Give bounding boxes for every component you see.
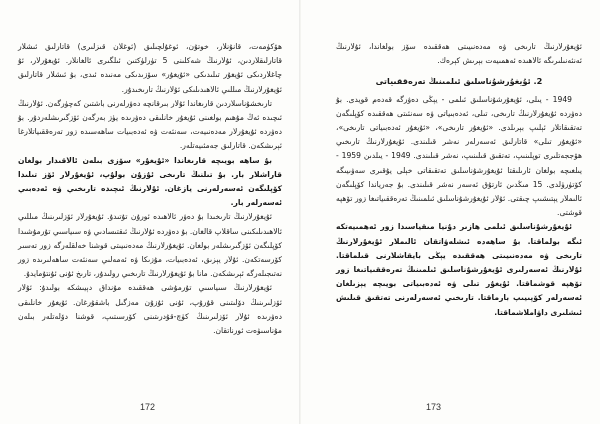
paragraph: تارىخشۇناسلاردىن قارىغاندا ئۇلار بىرقانچە دەۋرلەرنى باشتىن كەچۈرگەن. ئۇلارنىڭ ئىچىدە ئەڭ مۇھىم بولغىنى ئۇيغۇر خانلىقى دەۋرىدە يۈز بەرگەن ئۆزگىرىشلەردۇر. بۇ دەۋردە ئۇيغۇرلار مەدەنىيەت، سەنئەت ۋە ئەدەبىيات ساھەسىدە زور تەرەققىياتلارغا ئېرىشكەن. قاتارلىق جەمئىيەتلەر. — [18, 98, 282, 151]
right-page — [300, 0, 600, 424]
section-heading: 2. ئۇيغۇرشۇناسلىق ئىلمىنىڭ تەرەققىياتى — [375, 76, 543, 87]
page-number: 173 — [426, 402, 442, 412]
page-number: 172 — [140, 402, 156, 412]
paragraph: ئۇيغۇرلارنىڭ سىياسىي تۇرمۇشى ھەققىدە مۇنداق دېيىشكە بولىدۇ: ئۇلار ئۆزلىرىنىڭ دۆلىتىنى قۇرۇپ، ئۇنى ئۇزۇن مەزگىل باشقۇرغان. ئۇيغۇر خانلىقى دەۋرىدە ئۇلار ئۆزلىرىنىڭ كۈچ-قۇدرىتىنى كۆرسىتىپ، قوشنا دۆلەتلەر بىلەن مۇناسىۋەت ئورناتقان. — [18, 283, 282, 336]
paragraph: ئۇيغۇرلارنىڭ تارىخى ۋە مەدەنىيىتى ھەققىدە سۆز بولغاندا، ئۇلارنىڭ ئەنئەنىلىرىگە ئالاھىدە ئەھمىيەت بېرىش كېرەك. — [336, 42, 582, 66]
paragraph: ئۇيغۇرلارنىڭ تارىخىدا بۇ دەۋر ئالاھىدە ئورۇن تۇتىدۇ. ئۇيغۇرلار ئۆزلىرىنىڭ مىللىي ئالاھىدىلىكىنى ساقلاپ قالغان. بۇ دەۋردە ئۇلارنىڭ ئىقتىسادىي ۋە سىياسىي تۇرمۇشىدا كۆپلىگەن ئۆزگىرىشلەر بولغان. ئۇيغۇرلارنىڭ مەدەنىيىتى قوشنا خەلقلەرگە زور تەسىر كۆرسەتكەن. ئۇلار يېزىق، ئەدەبىيات، مۇزىكا ۋە ئەمەلىي سەنئەت ساھەلىرىدە زور نەتىجىلەرگە ئېرىشكەن. مانا بۇ ئۇيغۇرلارنىڭ تارىخىي رولىدۇر، تارىخ ئۇنى ئۇنتۇمايدۇ. — [17, 212, 282, 279]
paragraph: ئۇيغۇرشۇناسلىق ئىلمى ھازىر دۇنيا مىقياسىدا زور ئەھمىيەتكە ئىگە بولماقتا. بۇ ساھەدە ئىشلەۋاتقان ئالىملار ئۇيغۇرلارنىڭ تارىخى ۋە مەدەنىيىتى ھەققىدە يېڭى بايقاشلارنى قىلماقتا. ئۇلارنىڭ ئەسەرلىرى ئۇيغۇرشۇناسلىق ئىلمىنىڭ تەرەققىياتىغا زور تۆھپە قوشماقتا. ئۇيغۇر تىلى ۋە ئەدەبىياتى بويىچە يېزىلغان ئەسەرلەر كۆپىيىپ بارماقتا. تارىخىي ئەسەرلەرنى تەتقىق قىلىش ئىشلىرى داۋاملاشماقتا. — [336, 222, 582, 317]
paragraph: بۇ ساھە بويىچە قارىغاندا «ئۇيغۇر» سۆزى بىلەن ئالاقىدار بولغان قاراشلار بار. بۇ تىلنىڭ تارىخى ئۇزۇن بولۇپ، ئۇيغۇرلار ئۆز تىلىدا كۆپلىگەن ئەسەرلەرنى يازغان. ئۇلارنىڭ ئىچىدە تارىخىي ۋە ئەدەبىي ئەسەرلەر بار. — [18, 155, 282, 208]
left-page-body — [18, 40, 282, 338]
right-page-body — [336, 40, 582, 320]
paragraph: 1949 - يىلى، ئۇيغۇرشۇناسلىق ئىلمى - يېڭى دەۋرگە قەدەم قويدى. بۇ دەۋردە ئۇيغۇرلارنىڭ تارىخى، تىلى، ئەدەبىياتى ۋە سەنئىتى ھەققىدە كۆپلىگەن تەتقىقاتلار ئېلىپ بېرىلدى. «ئۇيغۇر تارىخى»، «ئۇيغۇر ئەدەبىياتى تارىخى»، «ئۇيغۇر تىلى» قاتارلىق ئەسەرلەر نەشر قىلىندى. ئۇيغۇرلارنىڭ تارىخىي ھۆججەتلىرى توپلىنىپ، تەتقىق قىلىنىپ، نەشر قىلىندى. 1949 - يىلدىن 1959 - يىلغىچە بولغان ئارىلىقتا ئۇيغۇرشۇناسلىق تەتقىقاتى خېلى يۇقىرى سەۋىيىگە كۆتۈرۈلدى. 15 مىڭدىن ئارتۇق ئەسەر نەشر قىلىندى. بۇ جەرياندا كۆپلىگەن ئالىملار يېتىشىپ چىقتى. ئۇلار ئۇيغۇرشۇناسلىق ئىلمىنىڭ تەرەققىياتىغا زور تۆھپە قوشتى. — [336, 94, 582, 218]
paragraph: ھۆكۈمەت، قانۇنلار، خوتۇن، ئوغۇلچىلىق (ئوغلان قىزلىرى) قاتارلىق ئىشلار قاتارلىقلاردىن، ئۇلارنىڭ شەكلىنى 5 تۈرلۈكتىن ئىلگىرى ئالغانلار. ئۇيغۇرلار، ئۇ چاغلاردىكى ئۇيغۇر تىلىدىكى «ئۇيغۇر» سۆزىدىكى مەنىدە ئىدى، بۇ ئىشلار قاتارلىق ئۇيغۇرلارنىڭ مىللىي ئالاھىدىلىكى ئۇلارنىڭ تارىخىدۇر. — [18, 42, 283, 94]
